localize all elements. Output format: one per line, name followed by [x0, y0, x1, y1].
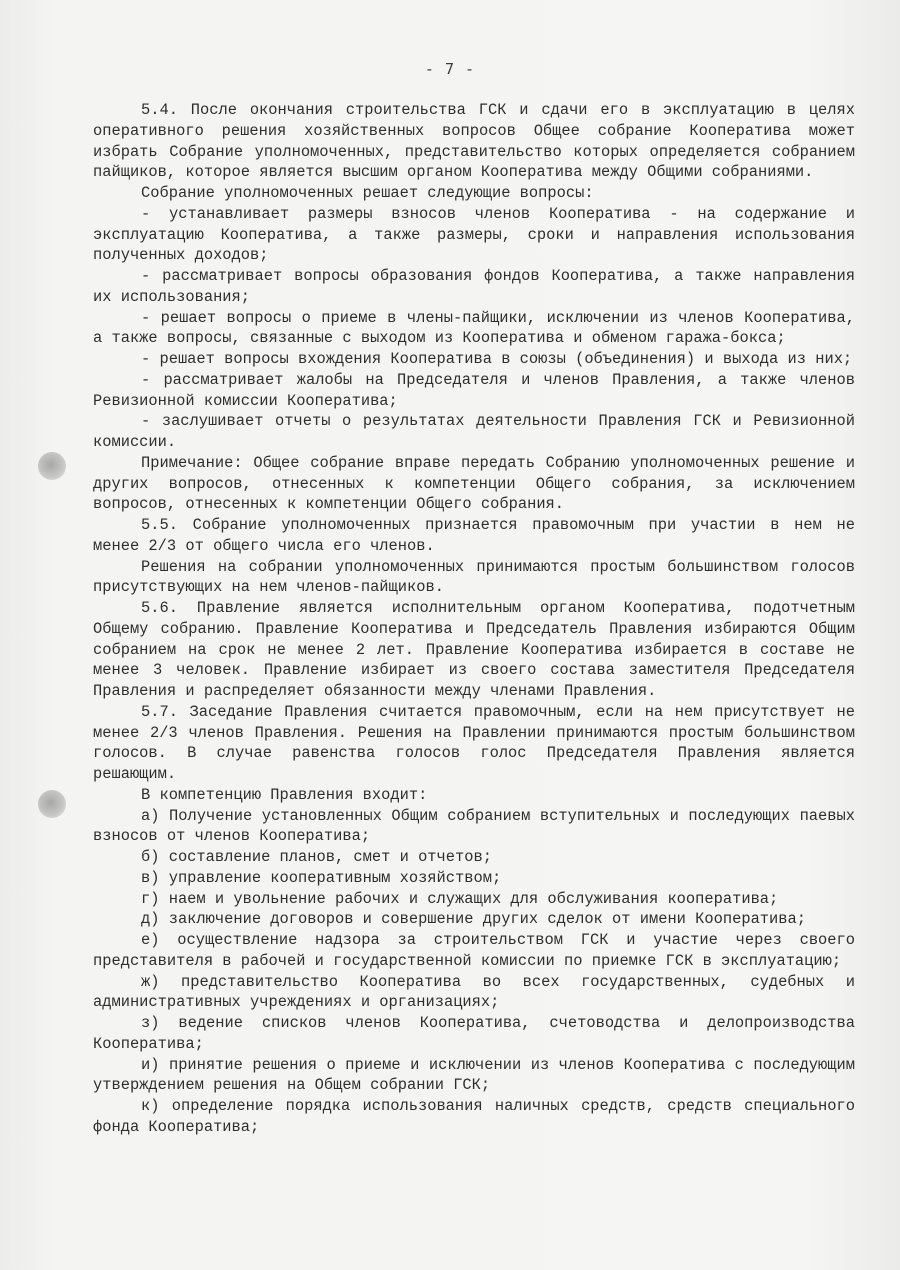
punch-hole-mark [38, 790, 66, 818]
paragraph: Решения на собрании уполномоченных принимаются простым большинством голосов присутствующих на нем членов-пайщиков. [93, 557, 855, 597]
document-body [93, 100, 855, 1138]
list-item: - решает вопросы вхождения Кооператива в союзы (объединения) и выхода из них; [141, 350, 853, 368]
list-item: - рассматривает жалобы на Председателя и членов Правления, а также членов Ревизионной комиссии Кооператива; [93, 370, 855, 410]
paragraph-intro: Собрание уполномоченных решает следующие вопросы: [141, 184, 594, 202]
paragraph-intro: В компетенцию Правления входит: [141, 785, 428, 804]
list-item: д) заключение договоров и совершение других сделок от имени Кооператива; [141, 910, 806, 929]
list-item: и) принятие решения о приеме и исключении из членов Кооператива с последующим утверждением решения на Общем собрании ГСК; [93, 1055, 855, 1095]
list-item: - устанавливает размеры взносов членов Кооператива - на содержание и эксплуатацию Кооператива, а также размеры, сроки и направления использования полученных доходов; [93, 204, 855, 265]
list-item: з) ведение списков членов Кооператива, счетоводства и делопроизводства Кооператива; [93, 1014, 855, 1053]
note-paragraph: Примечание: Общее собрание вправе передать Собранию уполномоченных решение и других вопросов, отнесенных к компетенции Общего собрания, за исключением вопросов, отнесенных к компетенции Общего собрания. [93, 453, 855, 514]
list-item: - заслушивает отчеты о результатах деятельности Правления ГСК и Ревизионной комиссии. [93, 412, 855, 451]
list-item: ж) представительство Кооператива во всех государственных, судебных и административных учреждениях и организациях; [93, 972, 855, 1012]
list-item: в) управление кооперативным хозяйством; [141, 868, 502, 887]
list-item: - решает вопросы о приеме в члены-пайщики, исключении из членов Кооператива, а также вопросы, связанные с выходом из Кооператива и обменом гаража-бокса; [93, 308, 855, 348]
list-item: б) составление планов, смет и отчетов; [141, 848, 492, 866]
list-item: к) определение порядка использования наличных средств, средств специального фонда Кооператива; [93, 1097, 855, 1136]
paragraph-5-5: 5.5. Собрание уполномоченных признается правомочным при участии в нем не менее 2/3 от общего числа его членов. [93, 516, 855, 555]
page-number: - 7 - [424, 60, 476, 78]
paragraph-5-6: 5.6. Правление является исполнительным органом Кооператива, подотчетным Общему собранию. Правление Кооператива и Председатель Правления избираются Общим собранием на срок не менее 2 лет. Правление Кооператива избирается в составе не менее 3 человек. Правление избирает из своего состава заместителя Председателя Правления и распределяет обязанности между членами Правления. [93, 599, 855, 700]
punch-hole-mark [38, 452, 66, 480]
paragraph-5-4: 5.4. После окончания строительства ГСК и сдачи его в эксплуатацию в целях оперативного решения хозяйственных вопросов Общее собрание Кооператива может избрать Собрание уполномоченных, представительство которых определяется собранием пайщиков, которое является высшим органом Кооператива между Общими собраниями. [93, 101, 855, 182]
list-item: а) Получение установленных Общим собранием вступительных и последующих паевых взносов от членов Кооператива; [93, 806, 855, 846]
paragraph-5-7: 5.7. Заседание Правления считается правомочным, если на нем присутствует не менее 2/3 членов Правления. Решения на Правлении принимаются простым большинством голосов. В случае равенства голосов голос Председателя Правления является решающим. [93, 702, 855, 783]
list-item: - рассматривает вопросы образования фондов Кооператива, а также направления их использования; [93, 267, 855, 306]
list-item: г) наем и увольнение рабочих и служащих для обслуживания кооператива; [141, 889, 779, 908]
list-item: е) осуществление надзора за строительством ГСК и участие через своего представителя в рабочей и государственной комиссии по приемке ГСК в эксплуатацию; [93, 931, 855, 970]
